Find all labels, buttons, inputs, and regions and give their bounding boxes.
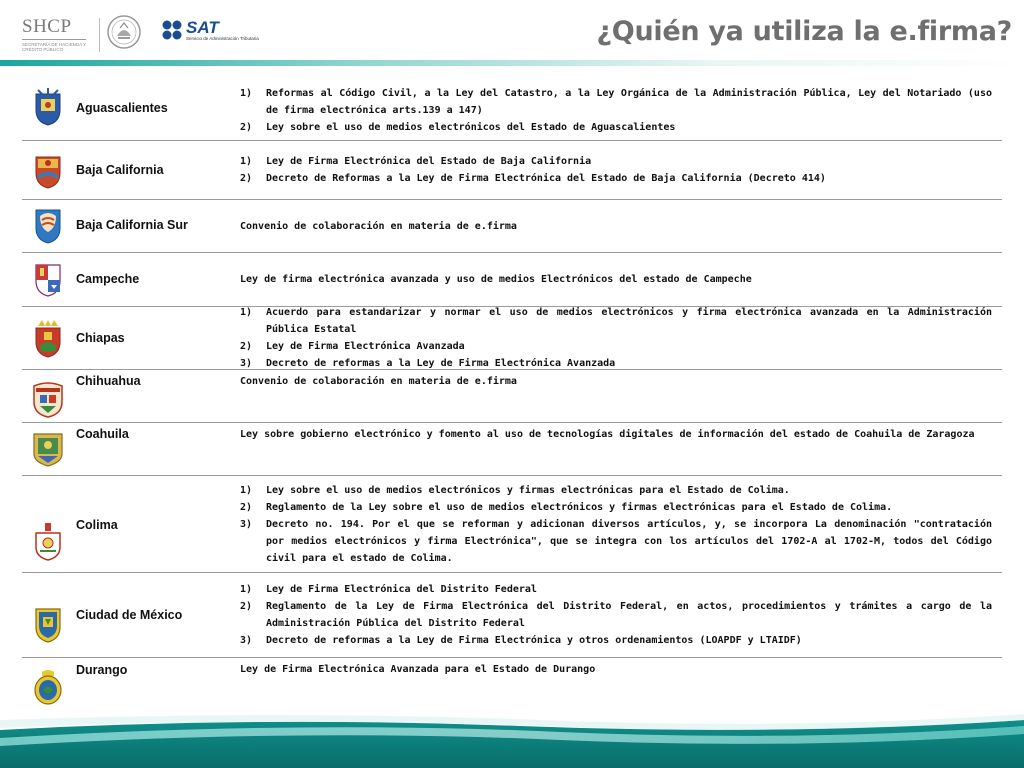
list-item	[240, 581, 992, 598]
colima-coat-of-arms-icon	[32, 523, 64, 561]
item-number: 1)	[240, 156, 253, 167]
table-row	[22, 370, 1002, 423]
state-name: Ciudad de México	[76, 608, 183, 622]
item-number: 2)	[240, 173, 253, 184]
chihuahua-coat-of-arms-icon	[32, 380, 64, 418]
coahuila-coat-of-arms-icon	[32, 430, 64, 468]
table-row	[22, 253, 1002, 307]
list-item	[240, 598, 992, 632]
item-text: Acuerdo para estandarizar y normar el uso de medios electrónicos y firma electrónica avanzada en la Administración Pública Estatal	[266, 307, 992, 335]
item-number: 2)	[240, 341, 253, 352]
legislation-list	[240, 573, 1002, 657]
item-text: Ley sobre el uso de medios electrónicos del Estado de Aguascalientes	[266, 121, 676, 133]
aguascalientes-coat-of-arms-icon	[32, 88, 64, 126]
list-item	[240, 153, 992, 170]
state-name: Durango	[76, 663, 128, 677]
state-name: Campeche	[76, 272, 140, 286]
shcp-subtitle: SECRETARÍA DE HACIENDA Y CRÉDITO PÚBLICO	[22, 42, 87, 52]
durango-coat-of-arms-icon	[32, 668, 64, 706]
item-text: Decreto de Reformas a la Ley de Firma Electrónica del Estado de Baja California (Decreto 414)	[266, 173, 826, 184]
list-item	[240, 516, 992, 567]
ciudad-de-mexico-coat-of-arms-icon	[32, 605, 64, 643]
table-row	[22, 141, 1002, 200]
legislation-list	[240, 200, 1002, 252]
item-number: 1)	[240, 87, 253, 99]
state-legislation-table	[22, 80, 1002, 714]
legislation-list	[240, 658, 1002, 714]
list-item	[240, 170, 992, 187]
legislation-list	[240, 80, 1002, 140]
item-text: Decreto de reformas a la Ley de Firma Electrónica y otros ordenamientos (LOAPDF y LTAIDF)	[266, 635, 802, 646]
item-number: 2)	[240, 121, 253, 133]
list-item	[240, 482, 992, 499]
item-text: Reglamento de la Ley de Firma Electrónica del Distrito Federal, en actos, procedimientos y trámites a cargo de la Administración Pública del Distrito Federal	[266, 601, 992, 629]
campeche-coat-of-arms-icon	[32, 259, 64, 297]
legislation-text: Ley de firma electrónica avanzada y uso de medios Electrónicos del estado de Campeche	[240, 274, 752, 285]
item-text: Ley de Firma Electrónica Avanzada	[266, 341, 465, 352]
state-name: Chihuahua	[76, 374, 141, 388]
table-row	[22, 307, 1002, 370]
legislation-list	[240, 253, 1002, 306]
list-item	[240, 499, 992, 516]
item-text: Decreto de reformas a la Ley de Firma Electrónica Avanzada	[266, 358, 616, 369]
state-name: Baja California	[76, 163, 164, 177]
item-text: Ley sobre el uso de medios electrónicos y firmas electrónicas para el Estado de Colima.	[266, 484, 790, 496]
table-row	[22, 658, 1002, 714]
item-text: Reglamento de la Ley sobre el uso de medios electrónicos y firmas electrónicas para el Estado de Colima.	[266, 501, 893, 513]
table-row	[22, 573, 1002, 658]
table-row	[22, 476, 1002, 573]
shcp-logo	[22, 16, 94, 56]
legislation-list	[240, 141, 1002, 199]
item-number: 3)	[240, 635, 253, 646]
page-title: ¿Quién ya utiliza la e.firma?	[596, 16, 1012, 47]
state-name: Colima	[76, 518, 118, 532]
baja-california-coat-of-arms-icon	[32, 151, 64, 189]
item-number: 1)	[240, 484, 253, 496]
shcp-name: SHCP	[22, 16, 72, 37]
legislation-list	[240, 307, 1002, 369]
logo-separator	[99, 18, 100, 52]
legislation-text: Convenio de colaboración en materia de e.firma	[240, 376, 517, 387]
table-row	[22, 423, 1002, 476]
state-name: Baja California Sur	[76, 218, 188, 232]
item-number: 2)	[240, 601, 253, 612]
bottom-wave-decoration	[0, 712, 1024, 768]
state-name: Aguascalientes	[76, 101, 168, 115]
title-accent-bar	[0, 60, 1024, 66]
list-item	[240, 85, 992, 119]
legislation-text: Ley sobre gobierno electrónico y fomento al uso de tecnologías digitales de información del estado de Coahuila de Zaragoza	[240, 429, 975, 440]
legislation-text: Convenio de colaboración en materia de e.firma	[240, 220, 517, 232]
legislation-list	[240, 423, 1002, 475]
sat-name: SAT	[186, 18, 219, 37]
header	[0, 0, 1024, 70]
item-number: 3)	[240, 518, 253, 530]
list-item	[240, 119, 992, 136]
state-name: Chiapas	[76, 331, 125, 345]
list-item	[240, 338, 992, 355]
chiapas-coat-of-arms-icon	[32, 320, 64, 358]
item-text: Reformas al Código Civil, a la Ley del Catastro, a la Ley Orgánica de la Administración Pública, Ley del Notariado (uso de firma electrónica arts.139 a 147)	[266, 87, 992, 116]
item-number: 1)	[240, 307, 253, 318]
sat-subtitle: Servicio de Administración Tributaria	[186, 36, 259, 41]
shcp-divider	[22, 39, 86, 40]
legislation-text: Ley de Firma Electrónica Avanzada para el Estado de Durango	[240, 664, 596, 675]
baja-california-sur-coat-of-arms-icon	[32, 206, 64, 244]
item-number: 3)	[240, 358, 253, 369]
sat-logo	[162, 20, 274, 46]
legislation-list	[240, 476, 1002, 572]
legislation-list	[240, 370, 1002, 422]
item-number: 2)	[240, 501, 253, 513]
state-name: Coahuila	[76, 427, 129, 441]
list-item	[240, 304, 992, 338]
item-text: Ley de Firma Electrónica del Distrito Federal	[266, 584, 537, 595]
sat-mark-icon	[162, 20, 184, 42]
item-text: Ley de Firma Electrónica del Estado de Baja California	[266, 156, 592, 167]
list-item	[240, 632, 992, 649]
table-row	[22, 200, 1002, 253]
item-text: Decreto no. 194. Por el que se reforman y adicionan diversos artículos, y, se incorpora La denominación "contratación por medios electrónicos y firma Electrónica", que se integra con los artículos del 1702-A al 1702-M, todos del Código civil para el estado de Colima.	[266, 518, 992, 564]
item-number: 1)	[240, 584, 253, 595]
national-seal-icon	[106, 14, 142, 50]
table-row	[22, 80, 1002, 141]
